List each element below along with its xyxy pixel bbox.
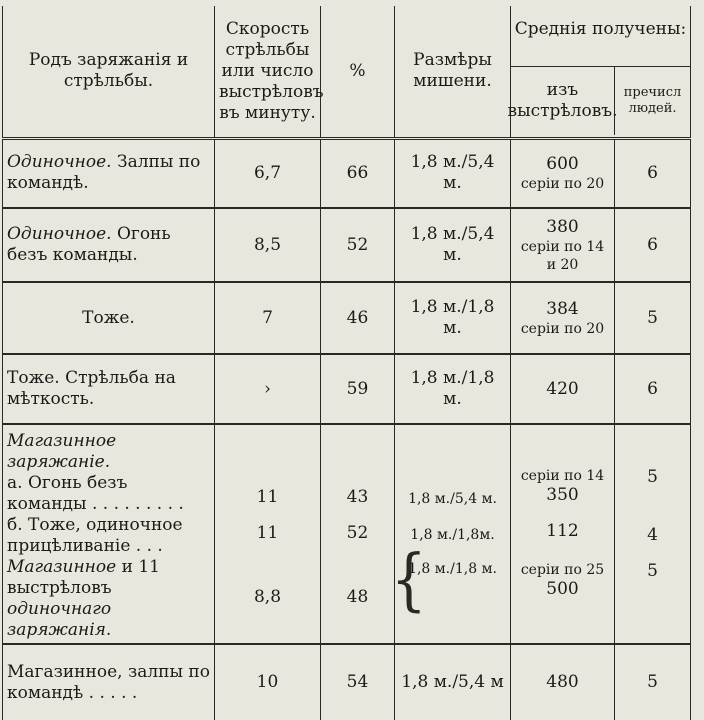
row-rate <box>215 424 321 644</box>
size-c: 1,8 м./1,8 м. <box>408 561 497 577</box>
row-shots: 420 <box>511 354 615 424</box>
shots-b: 112 <box>546 521 579 541</box>
rate-a: 11 <box>256 487 279 507</box>
row-people: 5 <box>615 282 691 354</box>
row-shots-value: 384 <box>546 298 579 319</box>
magazine-title: Магазинное заряжаніе. <box>7 431 117 472</box>
row-shots <box>511 138 615 208</box>
shots-c: 500 <box>546 579 579 599</box>
header-percent: % <box>321 6 395 138</box>
table-row <box>3 282 691 354</box>
table-row-magazine <box>3 424 691 644</box>
size-a: 1,8 м./5,4 м. <box>408 491 497 507</box>
row-size: 1,8 м./5,4 м. <box>395 208 511 282</box>
rate-b: 11 <box>256 523 279 543</box>
magazine-item-a: а. Огонь безъ команды . . . . . . . . . <box>7 473 184 514</box>
row-kind-italic: Одиночное. <box>7 152 112 173</box>
row-kind <box>3 208 215 282</box>
header-row <box>3 6 691 138</box>
magazine-item-c-text: и 11 выстрѣловъ <box>7 557 160 598</box>
header-target-size: Размѣры мишени. <box>395 6 511 138</box>
people-a: 5 <box>647 467 658 487</box>
percent-a: 43 <box>346 487 369 507</box>
row-percent: 59 <box>321 354 395 424</box>
row-kind-italic: Одиночное. <box>7 224 112 244</box>
header-people: пречисл людей. <box>623 85 682 117</box>
row-kind: Тоже. <box>3 282 215 354</box>
row-people: 5 <box>615 644 691 720</box>
row-shots-note: серіи по 14 и 20 <box>520 238 605 273</box>
row-people: 6 <box>615 208 691 282</box>
header-rate: Скорость стрѣльбы или число выстрѣловъ въ минуту. <box>215 6 321 138</box>
row-size: 1,8 м./1,8 м. <box>395 354 511 424</box>
magazine-item-c-end: . <box>105 620 112 640</box>
row-kind: Тоже. Стрѣльба на мѣткость. <box>3 354 215 424</box>
percent-c: 48 <box>346 587 369 607</box>
row-percent: 46 <box>321 282 395 354</box>
row-kind: Магазинное, залпы по командѣ . . . . . <box>3 644 215 720</box>
row-people: 6 <box>615 354 691 424</box>
shooting-table <box>2 6 691 720</box>
row-percent <box>321 424 395 644</box>
row-rate: 6,7 <box>215 138 321 208</box>
header-averages-title: Среднія получены: <box>511 7 690 67</box>
magazine-item-c-italic2: одиночнаго заряжанія <box>7 599 112 640</box>
rate-c: 8,8 <box>253 587 282 607</box>
row-size: 1,8 м./5,4 м. <box>395 138 511 208</box>
row-shots <box>511 282 615 354</box>
size-brace-group <box>391 525 506 620</box>
row-shots <box>511 424 615 644</box>
row-kind <box>3 424 215 644</box>
row-rate: 10 <box>215 644 321 720</box>
row-percent: 52 <box>321 208 395 282</box>
header-averages <box>507 6 691 138</box>
shots-c-note: серіи по 25 <box>520 562 605 578</box>
size-b: 1,8 м./1,8м. <box>410 527 495 543</box>
row-people: 6 <box>615 138 691 208</box>
row-size: 1,8 м./1,8 м. <box>395 282 511 354</box>
row-shots-note: серіи по 20 <box>520 175 605 192</box>
people-c: 5 <box>647 561 658 581</box>
row-shots-value: 380 <box>546 216 579 237</box>
row-percent: 54 <box>321 644 395 720</box>
magazine-item-b: б. Тоже, одиночное прицѣливаніе . . . <box>7 515 183 556</box>
row-rate: 7 <box>215 282 321 354</box>
row-rate: 8,5 <box>215 208 321 282</box>
row-shots: 480 <box>511 644 615 720</box>
magazine-item-c-italic: Магазинное <box>7 557 117 577</box>
shots-a: 350 <box>546 485 579 505</box>
table-row <box>3 354 691 424</box>
row-shots-note: серіи по 20 <box>520 320 605 337</box>
row-people <box>615 424 691 644</box>
header-kind: Родъ заряжанія и стрѣльбы. <box>3 6 215 138</box>
people-b: 4 <box>647 525 658 545</box>
row-shots-value: 600 <box>546 153 579 174</box>
row-shots <box>511 208 615 282</box>
shots-a-note: серіи по 14 <box>520 468 605 484</box>
row-kind <box>3 138 215 208</box>
table-row <box>3 644 691 720</box>
table-row <box>3 208 691 282</box>
brace-icon: { <box>391 541 427 620</box>
table-row <box>3 138 691 208</box>
row-rate: › <box>215 354 321 424</box>
row-kind-text: Огонь безъ команды. <box>7 224 171 265</box>
percent-b: 52 <box>346 523 369 543</box>
row-size: 1,8 м./5,4 м <box>395 644 511 720</box>
header-from-shots: изъ выстрѣловъ. <box>511 67 615 135</box>
row-size <box>391 424 511 644</box>
row-kind-text: Залпы по командѣ. <box>7 152 201 194</box>
magazine-item-c <box>7 557 210 641</box>
row-percent: 66 <box>321 138 395 208</box>
